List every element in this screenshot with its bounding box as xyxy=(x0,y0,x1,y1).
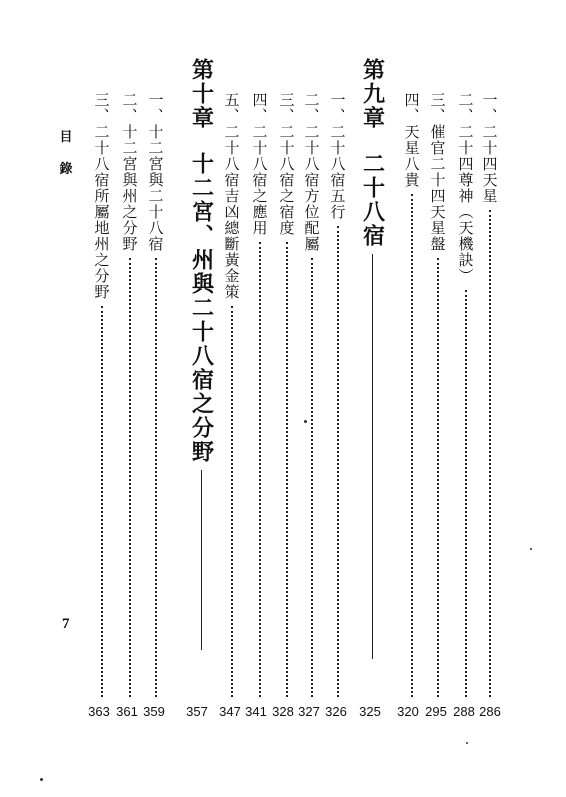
dot-leader xyxy=(101,306,103,697)
chapter-rule xyxy=(201,470,202,650)
chapter-heading[interactable] xyxy=(183,58,219,650)
page-number: 359 xyxy=(143,704,165,719)
page-number: 357 xyxy=(186,704,208,719)
toc-entry[interactable] xyxy=(277,92,297,697)
toc-entry-title: 三、二十八宿所屬地州之分野 xyxy=(92,92,111,300)
chapter-rule xyxy=(372,254,373,659)
chapter-number: 第十章 xyxy=(188,58,214,130)
toc-entry-title: 三、催官二十四天星盤 xyxy=(428,92,447,252)
chapter-heading[interactable] xyxy=(354,58,390,659)
dot-leader xyxy=(231,306,233,697)
toc-entry[interactable] xyxy=(302,92,322,697)
toc-entry[interactable] xyxy=(222,92,242,697)
toc-entry-title: 二、十二宮與州之分野 xyxy=(120,92,139,252)
dot-leader xyxy=(489,210,491,697)
dot-leader xyxy=(337,226,339,697)
toc-entry-title: 四、天星八貴 xyxy=(402,92,421,188)
page-number: 327 xyxy=(298,704,320,719)
toc-entry[interactable] xyxy=(120,92,140,697)
chapter-number: 第九章 xyxy=(359,58,385,130)
page-number: 361 xyxy=(116,704,138,719)
toc-entry[interactable] xyxy=(480,92,500,697)
toc-entry-title: 二、二十四尊神（天機訣） xyxy=(456,92,475,284)
page-folio: 7 xyxy=(62,616,70,632)
toc-entry[interactable] xyxy=(92,92,112,697)
dot-leader xyxy=(129,258,131,697)
dot-leader xyxy=(259,242,261,697)
dot-leader xyxy=(286,242,288,697)
toc-entry[interactable] xyxy=(456,92,476,697)
scan-speck xyxy=(40,778,43,781)
page-number: 295 xyxy=(425,704,447,719)
toc-entry-title: 三、二十八宿之宿度 xyxy=(277,92,296,236)
running-head-char: 目 xyxy=(59,130,73,145)
page-number: 347 xyxy=(219,704,241,719)
page-number: 328 xyxy=(272,704,294,719)
toc-entry[interactable] xyxy=(250,92,270,697)
page-number: 363 xyxy=(88,704,110,719)
page-number: 325 xyxy=(359,704,381,719)
page-number: 326 xyxy=(325,704,347,719)
scan-speck xyxy=(530,548,532,550)
toc-entry-title: 一、二十四天星 xyxy=(480,92,499,204)
toc-entry-title: 二、二十八宿方位配屬 xyxy=(302,92,321,252)
page-number: 286 xyxy=(479,704,501,719)
scan-speck xyxy=(466,742,468,744)
page-number: 320 xyxy=(397,704,419,719)
toc-entry-title: 五、二十八宿吉凶總斷黃金策 xyxy=(222,92,241,300)
dot-leader xyxy=(411,194,413,697)
page-number: 288 xyxy=(453,704,475,719)
toc-entry[interactable] xyxy=(328,92,348,697)
toc-entry-title: 一、十二宮與二十八宿 xyxy=(146,92,165,252)
chapter-title: 十二宮、州與二十八宿之分野 xyxy=(188,152,214,464)
scan-speck xyxy=(304,420,307,423)
running-head-char: 錄 xyxy=(59,162,73,177)
dot-leader xyxy=(155,258,157,697)
page-number: 341 xyxy=(245,704,267,719)
toc-entry[interactable] xyxy=(428,92,448,697)
toc-entry-title: 四、二十八宿之應用 xyxy=(250,92,269,236)
chapter-title: 二十八宿 xyxy=(359,152,385,248)
toc-entry[interactable] xyxy=(146,92,166,697)
dot-leader xyxy=(437,258,439,697)
toc-entry[interactable] xyxy=(402,92,422,697)
running-head xyxy=(56,128,76,192)
dot-leader xyxy=(465,290,467,697)
toc-entry-title: 一、二十八宿五行 xyxy=(328,92,347,220)
dot-leader xyxy=(311,258,313,697)
